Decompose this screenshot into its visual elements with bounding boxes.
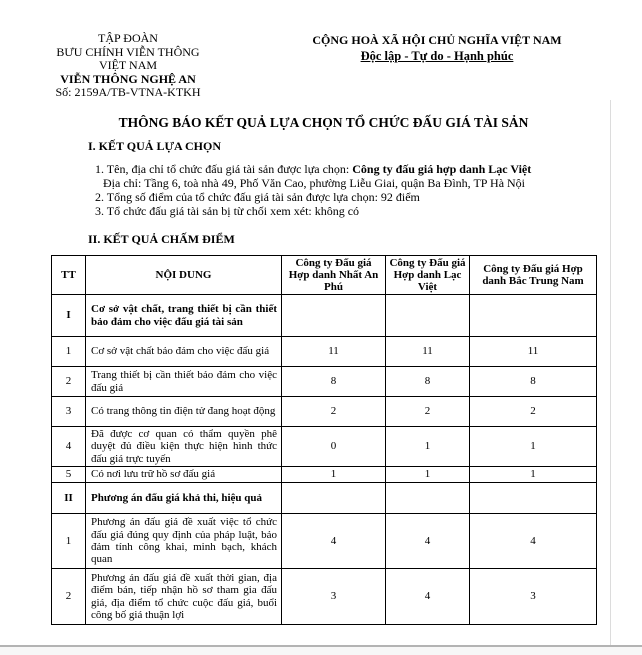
row-score-3: 3 xyxy=(470,569,597,625)
row-score-2 xyxy=(386,295,470,337)
selected-company-name: Công ty đấu giá hợp danh Lạc Việt xyxy=(352,162,532,176)
selection-result-item-3: 3. Tổ chức đấu giá tài sản bị từ chối xem xét: không có xyxy=(95,204,360,218)
row-tt: 2 xyxy=(52,367,86,397)
table-row xyxy=(52,483,597,514)
row-score-2: 8 xyxy=(386,367,470,397)
row-score-3: 4 xyxy=(470,514,597,569)
row-tt: 3 xyxy=(52,397,86,427)
document-number: Số: 2159A/TB-VTNA-KTKH xyxy=(55,85,201,99)
row-score-3: 1 xyxy=(470,427,597,467)
score-table xyxy=(51,255,597,625)
row-content: Đã được cơ quan có thẩm quyền phê duyệt đủ điều kiện thực hiện hình thức đấu giá trực tuyến xyxy=(86,427,282,467)
table-row xyxy=(52,367,597,397)
page-gap-bottom xyxy=(0,647,642,655)
national-header-block xyxy=(302,33,572,63)
row-score-3: 11 xyxy=(470,337,597,367)
row-score-3: 8 xyxy=(470,367,597,397)
section-1-items xyxy=(95,162,600,218)
row-content: Phương án đấu giá khả thi, hiệu quả xyxy=(86,483,282,514)
selection-result-item-2: 2. Tổng số điểm của tổ chức đấu giá tài sản được lựa chọn: 92 điểm xyxy=(95,190,420,204)
row-score-2: 11 xyxy=(386,337,470,367)
row-tt: 4 xyxy=(52,427,86,467)
row-score-1: 1 xyxy=(282,467,386,483)
table-row xyxy=(52,467,597,483)
selection-result-item-1 xyxy=(95,162,600,176)
col-header-company-2: Công ty Đấu giá Hợp danh Lạc Việt xyxy=(386,256,470,295)
row-content: Phương án đấu giá đề xuất việc tổ chức đấu giá đúng quy định của pháp luật, bảo đảm tính công khai, minh bạch, khách quan xyxy=(86,514,282,569)
col-header-content: NỘI DUNG xyxy=(86,256,282,295)
row-score-2: 4 xyxy=(386,569,470,625)
row-content: Có trang thông tin điện tử đang hoạt động xyxy=(86,397,282,427)
row-score-1 xyxy=(282,295,386,337)
row-score-1: 8 xyxy=(282,367,386,397)
item-1-label: 1. Tên, địa chỉ tổ chức đấu giá tài sản được lựa chọn: xyxy=(95,162,353,176)
row-content: Phương án đấu giá đề xuất thời gian, địa điểm bán, tiếp nhận hồ sơ tham gia đấu giá, địa điểm tổ chức cuộc đấu giá, buổi công bố giá thuận lợi xyxy=(86,569,282,625)
row-score-2: 2 xyxy=(386,397,470,427)
table-row xyxy=(52,295,597,337)
row-tt: II xyxy=(52,483,86,514)
table-row xyxy=(52,569,597,625)
row-tt: 1 xyxy=(52,514,86,569)
document-title: THÔNG BÁO KẾT QUẢ LỰA CHỌN TỔ CHỨC ĐẤU GIÁ TÀI SẢN xyxy=(118,115,529,130)
org-name: VIỄN THÔNG NGHỆ AN xyxy=(60,71,196,86)
row-score-3 xyxy=(470,483,597,514)
row-score-1: 4 xyxy=(282,514,386,569)
table-row xyxy=(52,427,597,467)
col-header-company-3: Công ty Đấu giá Hợp danh Bắc Trung Nam xyxy=(470,256,597,295)
table-header-row xyxy=(52,256,597,295)
row-score-3: 1 xyxy=(470,467,597,483)
row-content: Trang thiết bị cần thiết bảo đảm cho việc đấu giá xyxy=(86,367,282,397)
national-motto: Độc lập - Tự do - Hạnh phúc xyxy=(360,49,514,63)
org-parent-line2: BƯU CHÍNH VIỄN THÔNG xyxy=(56,44,200,59)
section-2-heading: II. KẾT QUẢ CHẤM ĐIỂM xyxy=(88,232,235,246)
row-tt: 1 xyxy=(52,337,86,367)
org-parent-line3: VIỆT NAM xyxy=(98,58,158,72)
row-content: Cơ sở vật chất bảo đảm cho việc đấu giá xyxy=(86,337,282,367)
row-tt: I xyxy=(52,295,86,337)
row-score-1: 0 xyxy=(282,427,386,467)
table-row xyxy=(52,397,597,427)
row-score-1 xyxy=(282,483,386,514)
row-score-3 xyxy=(470,295,597,337)
col-header-company-1: Công ty Đấu giá Hợp danh Nhất An Phú xyxy=(282,256,386,295)
row-score-2: 1 xyxy=(386,427,470,467)
row-score-2: 1 xyxy=(386,467,470,483)
section-1-heading: I. KẾT QUẢ LỰA CHỌN xyxy=(88,139,222,153)
row-content: Có nơi lưu trữ hồ sơ đấu giá xyxy=(86,467,282,483)
national-title: CỘNG HOÀ XÃ HỘI CHỦ NGHĨA VIỆT NAM xyxy=(312,33,562,47)
row-score-1: 3 xyxy=(282,569,386,625)
org-parent-line1: TẬP ĐOÀN xyxy=(98,31,158,45)
row-score-1: 2 xyxy=(282,397,386,427)
row-content: Cơ sở vật chất, trang thiết bị cần thiết bảo đảm cho việc đấu giá tài sản xyxy=(86,295,282,337)
selected-company-address: Địa chỉ: Tầng 6, toà nhà 49, Phố Văn Cao, phường Liễu Giai, quận Ba Đình, TP Hà Nội xyxy=(103,176,526,190)
table-row xyxy=(52,514,597,569)
table-row xyxy=(52,337,597,367)
row-score-3: 2 xyxy=(470,397,597,427)
page-edge-right xyxy=(610,100,611,645)
row-tt: 5 xyxy=(52,467,86,483)
row-score-2 xyxy=(386,483,470,514)
col-header-tt: TT xyxy=(52,256,86,295)
row-score-1: 11 xyxy=(282,337,386,367)
row-score-2: 4 xyxy=(386,514,470,569)
row-tt: 2 xyxy=(52,569,86,625)
issuing-org-block xyxy=(47,32,209,100)
